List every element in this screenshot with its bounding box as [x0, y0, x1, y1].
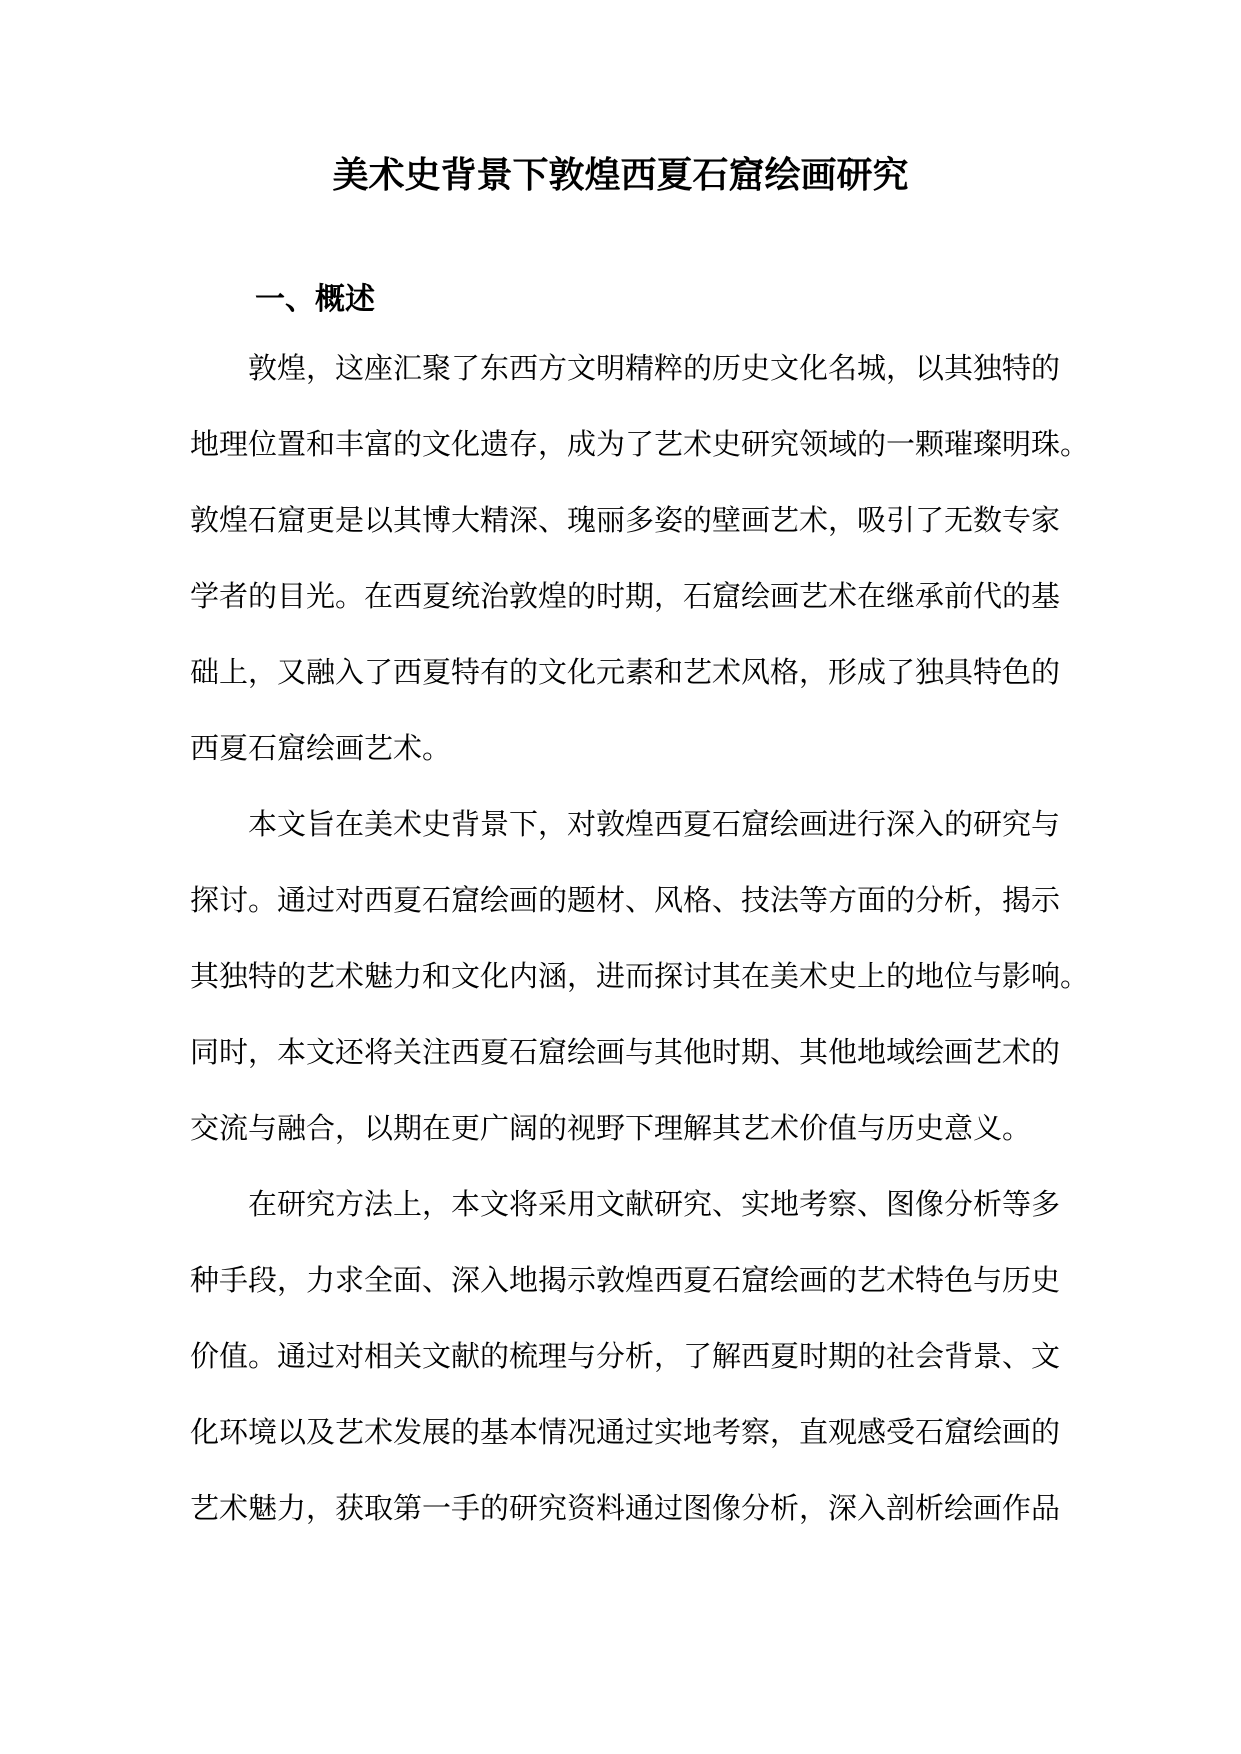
- paragraph-line: 艺术魅力，获取第一手的研究资料通过图像分析，深入剖析绘画作品: [190, 1491, 1061, 1525]
- paragraph-line: 敦煌石窟更是以其博大精深、瑰丽多姿的壁画艺术，吸引了无数专家: [190, 503, 1061, 537]
- paragraph-line: 础上，又融入了西夏特有的文化元素和艺术风格，形成了独具特色的: [190, 655, 1061, 689]
- paragraph-line: 学者的目光。在西夏统治敦煌的时期，石窟绘画艺术在继承前代的基: [190, 579, 1061, 613]
- paragraph-3: [190, 1166, 1060, 1546]
- paragraph-line: 敦煌，这座汇聚了东西方文明精粹的历史文化名城，以其独特的: [248, 351, 1061, 385]
- paragraph-line: 价值。通过对相关文献的梳理与分析，了解西夏时期的社会背景、文: [190, 1339, 1061, 1373]
- document-title: 美术史背景下敦煌西夏石窟绘画研究: [332, 154, 909, 196]
- paragraph-line: 西夏石窟绘画艺术。: [190, 731, 452, 765]
- paragraph-1: [190, 330, 1090, 786]
- paragraph-line: 化环境以及艺术发展的基本情况通过实地考察，直观感受石窟绘画的: [190, 1415, 1061, 1449]
- paragraph-line: 本文旨在美术史背景下，对敦煌西夏石窟绘画进行深入的研究与: [248, 807, 1061, 841]
- paragraph-line: 在研究方法上，本文将采用文献研究、实地考察、图像分析等多: [248, 1187, 1061, 1221]
- paragraph-line: 同时，本文还将关注西夏石窟绘画与其他时期、其他地域绘画艺术的: [190, 1035, 1061, 1069]
- paragraph-line: 探讨。通过对西夏石窟绘画的题材、风格、技法等方面的分析，揭示: [190, 883, 1061, 917]
- paragraph-2: [190, 786, 1090, 1166]
- paragraph-line: 地理位置和丰富的文化遗存，成为了艺术史研究领域的一颗璀璨明珠。: [190, 427, 1090, 461]
- paragraph-line: 种手段，力求全面、深入地揭示敦煌西夏石窟绘画的艺术特色与历史: [190, 1263, 1061, 1297]
- paragraph-line: 其独特的艺术魅力和文化内涵，进而探讨其在美术史上的地位与影响。: [190, 959, 1090, 993]
- section-heading: 一、概述: [255, 282, 375, 317]
- paragraph-line: 交流与融合，以期在更广阔的视野下理解其艺术价值与历史意义。: [190, 1111, 1032, 1145]
